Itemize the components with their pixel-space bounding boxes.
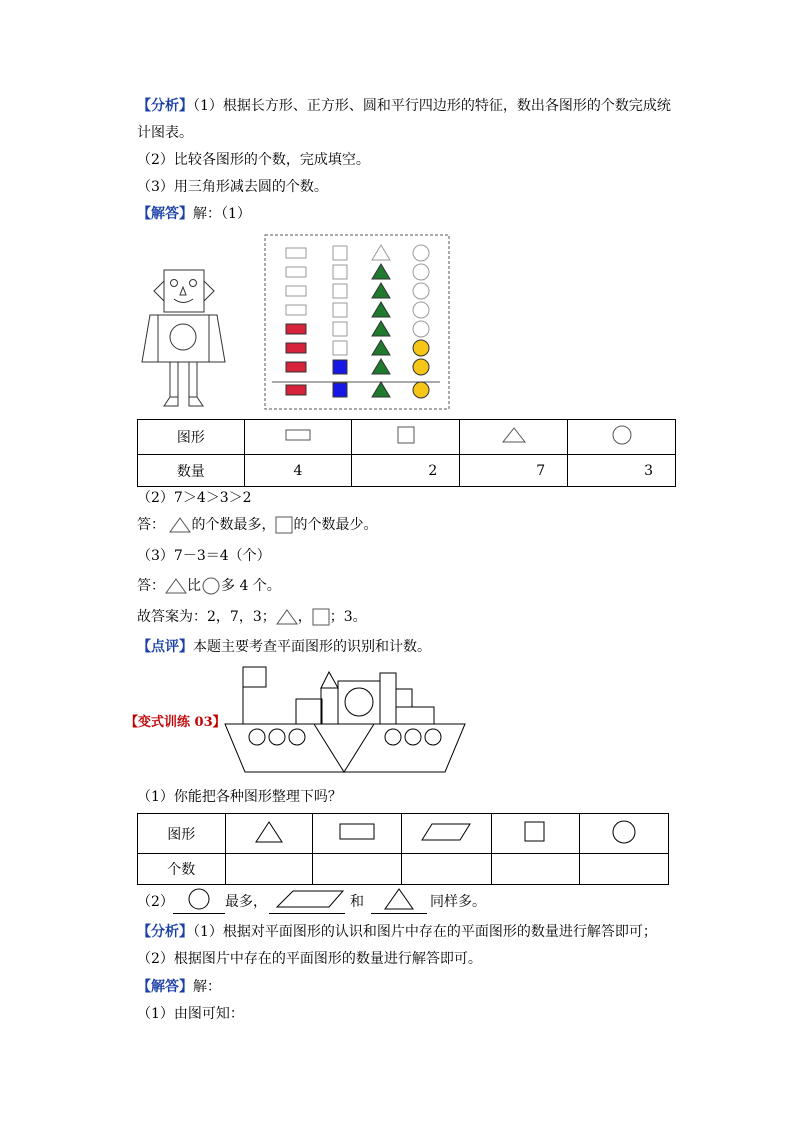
circ-filled-mark — [413, 340, 429, 356]
table-header-count: 数量 — [138, 455, 245, 487]
answer-tag: 【解答】 — [137, 206, 193, 222]
robot-right-leg — [189, 362, 197, 397]
porthole-4 — [385, 729, 401, 745]
robot-right-foot — [189, 397, 203, 406]
square-icon — [524, 821, 546, 843]
triangle-column — [372, 245, 390, 397]
triangle-icon — [371, 887, 427, 911]
blank-triangle[interactable] — [371, 887, 427, 914]
flag-square — [243, 667, 266, 687]
ship-rect-tower — [321, 688, 338, 724]
rectangle-column — [286, 248, 306, 395]
circ-empty-mark — [413, 283, 429, 299]
hull-triangle — [314, 724, 374, 772]
circle-icon — [201, 577, 221, 595]
count-rectangle: 4 — [244, 455, 352, 487]
question-1: （1）你能把各种图形整理下吗？ — [137, 789, 342, 805]
parallelogram-icon — [269, 887, 345, 911]
robot-belly-circle — [170, 324, 196, 350]
rect-empty-mark — [286, 305, 306, 315]
ship-small-square — [396, 689, 412, 707]
part3-answer: 答： 比 多 4 个。 — [137, 578, 281, 594]
count-triangle: 7 — [460, 455, 568, 487]
rectangle-icon — [339, 823, 375, 841]
table2-input-parallelogram[interactable] — [402, 854, 491, 885]
robot-left-arm — [142, 315, 158, 362]
circ-empty-mark — [413, 302, 429, 318]
robot-body — [158, 315, 209, 362]
table2-input-square[interactable] — [491, 854, 580, 885]
count-table — [137, 419, 676, 487]
rect-empty-mark — [286, 286, 306, 296]
table2-cell-rectangle — [313, 814, 402, 854]
circ-filled-mark — [413, 382, 429, 398]
square-filled-mark — [333, 360, 347, 374]
counting-diagram — [264, 234, 450, 410]
analysis-tag: 【分析】 — [137, 924, 193, 940]
analysis-line-3: （2）比较各图形的个数，完成填空。 — [137, 152, 370, 168]
analysis2-line-1: 【分析】（1）根据对平面图形的认识和图片中存在的平面图形的数量进行解答即可； — [137, 924, 657, 940]
square-column — [333, 246, 347, 397]
robot-left-ear — [154, 281, 164, 301]
analysis2-line-2: （2）根据图片中存在的平面图形的数量进行解答即可。 — [137, 951, 482, 967]
tri-filled-mark — [372, 340, 390, 355]
analysis-line-1: 【分析】（1）根据长方形、正方形、圆和平行四边形的特征，数出各图形的个数完成统 — [137, 98, 671, 114]
circle-icon — [611, 819, 637, 845]
comment-tag: 【点评】 — [137, 639, 193, 655]
tri-empty-mark — [372, 245, 390, 260]
square-icon — [312, 608, 330, 626]
triangle-icon — [165, 577, 187, 595]
circle-icon — [611, 425, 633, 445]
rect-filled-mark — [286, 324, 306, 334]
variant-label: 【变式训练 03】 — [125, 715, 226, 730]
table2-input-rectangle[interactable] — [313, 854, 402, 885]
triangle-icon — [254, 820, 284, 844]
table-cell-triangle — [460, 420, 568, 455]
porthole-1 — [249, 729, 265, 745]
tri-filled-mark — [372, 321, 390, 336]
comment-line: 【点评】本题主要考查平面图形的识别和计数。 — [137, 639, 431, 655]
answer2-line-2: （1）由图可知： — [137, 1006, 244, 1022]
circ-empty-mark — [413, 264, 429, 280]
table2-header-count: 个数 — [138, 854, 226, 885]
porthole-3 — [289, 729, 305, 745]
table2-input-circle[interactable] — [580, 854, 669, 885]
robot-right-arm — [209, 315, 225, 362]
circ-filled-mark — [413, 359, 429, 375]
analysis-line-2: 计图表。 — [137, 125, 193, 141]
tri-filled-mark — [372, 359, 390, 374]
robot-right-eye — [190, 280, 197, 287]
robot-figure — [137, 266, 229, 408]
ship-rect-chimney — [380, 673, 396, 724]
table-cell-rectangle — [244, 420, 352, 455]
answer2-line: 【解答】解： — [137, 979, 221, 995]
table-cell-square — [352, 420, 460, 455]
robot-right-ear — [204, 281, 214, 301]
circ-empty-mark — [413, 245, 429, 261]
answer-tag: 【解答】 — [137, 979, 193, 995]
ship-rect-right — [396, 707, 434, 724]
porthole-5 — [405, 729, 421, 745]
calc-line: （3）7－3＝4（个） — [137, 548, 271, 564]
square-empty-mark — [333, 341, 347, 355]
robot-nose — [180, 287, 186, 295]
part2-answer: 答： 的个数最多， 的个数最少。 — [137, 517, 378, 533]
table2-cell-square — [491, 814, 580, 854]
circle-icon — [173, 887, 225, 911]
table2-cell-triangle — [225, 814, 313, 854]
triangle-icon — [276, 608, 298, 626]
final-answer: 故答案为：2，7，3； ， ；3。 — [137, 609, 367, 625]
rect-filled-mark — [286, 385, 306, 395]
analysis-tag: 【分析】 — [137, 98, 193, 114]
blank-circle[interactable] — [173, 887, 225, 914]
table-header-shape: 图形 — [138, 420, 245, 455]
rect-filled-mark — [286, 343, 306, 353]
tri-filled-mark — [372, 382, 390, 397]
rect-filled-mark — [286, 362, 306, 372]
tri-filled-mark — [372, 264, 390, 279]
robot-left-eye — [171, 280, 178, 287]
square-empty-mark — [333, 303, 347, 317]
triangle-icon — [502, 426, 526, 444]
ship-square-left — [296, 699, 322, 724]
shape-table — [137, 813, 669, 885]
ship-window-circle — [345, 688, 373, 716]
tower-roof — [321, 672, 338, 688]
table2-input-triangle[interactable] — [225, 854, 313, 885]
count-square: 2 — [352, 455, 460, 487]
square-empty-mark — [333, 246, 347, 260]
rect-empty-mark — [286, 267, 306, 277]
table2-cell-parallelogram — [402, 814, 491, 854]
square-empty-mark — [333, 322, 347, 336]
blank-parallelogram[interactable] — [269, 887, 345, 914]
table2-cell-circle — [580, 814, 669, 854]
answer-line: 【解答】解：（1） — [137, 206, 251, 222]
porthole-2 — [269, 729, 285, 745]
count-circle: 3 — [568, 455, 676, 487]
square-icon — [397, 426, 415, 444]
robot-left-foot — [164, 397, 178, 406]
rect-empty-mark — [286, 248, 306, 258]
square-icon — [275, 516, 293, 534]
compare-line: （2）7＞4＞3＞2 — [137, 490, 252, 506]
square-empty-mark — [333, 265, 347, 279]
square-filled-mark — [333, 383, 347, 397]
triangle-icon — [169, 516, 191, 534]
table-cell-circle — [568, 420, 676, 455]
tri-filled-mark — [372, 283, 390, 298]
rectangle-icon — [285, 428, 311, 442]
ship-hull — [225, 724, 465, 772]
tri-filled-mark — [372, 302, 390, 317]
analysis-line-4: （3）用三角形减去圆的个数。 — [137, 179, 328, 195]
table2-header-shape: 图形 — [138, 814, 226, 854]
circle-column — [413, 245, 429, 398]
parallelogram-icon — [420, 822, 472, 842]
porthole-6 — [425, 729, 441, 745]
ship-big-square — [338, 681, 380, 724]
ship-figure — [223, 662, 467, 776]
circ-empty-mark — [413, 321, 429, 337]
square-empty-mark — [333, 284, 347, 298]
robot-mouth — [174, 299, 193, 303]
robot-left-leg — [170, 362, 178, 397]
